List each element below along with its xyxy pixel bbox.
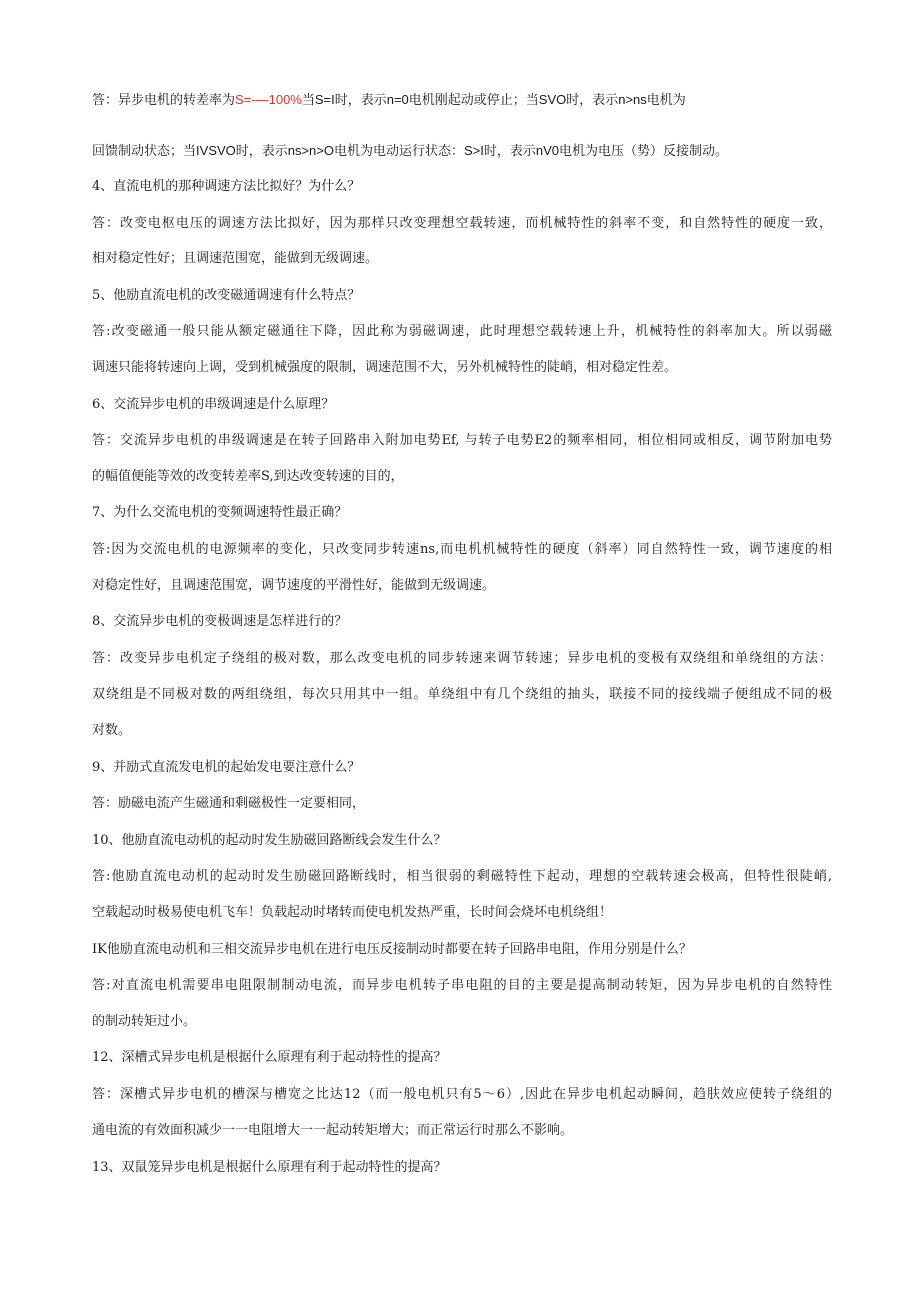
answer-10-line-1: 答:他励直流电动机的起动时发生励磁回路断线时，相当很弱的剩磁特性下起动，理想的空载转速会极高，但特性很陡峭, — [92, 869, 832, 884]
answer-10-line-2: 空载起动时极易使电机飞车！负载起动时堵转而使电机发热严重，长时间会烧坏电机绕组！ — [92, 905, 613, 920]
answer-slip-line-1 — [92, 90, 686, 111]
question-7: 7、为什么交流电机的变频调速特性最正确？ — [92, 505, 348, 520]
answer-12-line-1: 答：深槽式异步电机的槽深与槽宽之比达12（而一般电机只有5～6）,因此在异步电机起动瞬间，趋肤效应使转子绕组的 — [92, 1087, 832, 1102]
answer-7-line-2: 对稳定性好，且调速范围宽，调节速度的平滑性好，能做到无级调速。 — [92, 578, 496, 593]
answer-8-line-3: 对数。 — [92, 723, 132, 738]
answer-11-line-1: 答:对直流电机需要串电阻限制制动电流，而异步电机转子串电阻的目的主要是提高制动转矩，因为异步电机的自然特性 — [92, 978, 832, 993]
answer-slip-text-b: 当S=I时，表示n=0电机刚起动或停止；当SVO时，表示n>ns电机为 — [301, 92, 686, 107]
answer-4-line-2: 相对稳定性好；且调速范围宽，能做到无级调速。 — [92, 251, 379, 266]
answer-slip-line-2: 回馈制动状态；当IVSVO时，表示ns>n>O电机为电动运行状态：S>I时，表示nV0电机为电压（势）反接制动。 — [92, 143, 728, 158]
answer-8-line-2: 双绕组是不同极对数的两组绕组，每次只用其中一组。单绕组中有几个绕组的抽头，联接不同的接线端子便组成不同的极 — [92, 687, 832, 702]
question-5: 5、他励直流电机的改变磁通调速有什么特点？ — [92, 288, 361, 303]
question-8: 8、交流异步电机的变极调速是怎样进行的？ — [92, 614, 348, 629]
question-12: 12、深槽式异步电机是根据什么原理有利于起动特性的提高？ — [92, 1050, 447, 1065]
answer-slip-text-a: 答：异步电机的转差率为 — [92, 93, 236, 108]
answer-6-line-2: 的幅值便能等效的改变转差率S,到达改变转速的目的， — [92, 469, 404, 484]
question-11: IK他励直流电动机和三相交流异步电机在进行电压反接制动时都要在转子回路串电阻，作用分别是什么？ — [92, 942, 692, 957]
question-13: 13、双鼠笼异步电机是根据什么原理有利于起动特性的提高？ — [92, 1160, 447, 1175]
question-9: 9、并励式直流发电机的起始发电要注意什么？ — [92, 760, 361, 775]
answer-9: 答：励磁电流产生磁通和剩磁极性一定要相同， — [92, 796, 366, 811]
answer-4-line-1: 答：改变电枢电压的调速方法比拟好，因为那样只改变理想空载转速，而机械特性的斜率不变，和自然特性的硬度一致， — [92, 216, 832, 231]
answer-12-line-2: 通电流的有效面积减少一一电阻增大一一起动转矩增大；而正常运行时那么不影响。 — [92, 1123, 574, 1138]
question-6: 6、交流异步电机的串级调速是什么原理？ — [92, 397, 335, 412]
answer-5-line-1: 答:改变磁通一般只能从额定磁通往下降，因此称为弱磁调速，此时理想空载转速上升，机械特性的斜率加大。所以弱磁 — [92, 324, 832, 339]
question-10: 10、他励直流电动机的起动时发生励磁回路断线会发生什么？ — [92, 833, 447, 848]
slip-formula: S=-—100% — [235, 92, 302, 107]
question-4: 4、直流电机的那种调速方法比拟好？为什么？ — [92, 179, 361, 194]
answer-7-line-1: 答:因为交流电机的电源频率的变化，只改变同步转速ns,而电机机械特性的硬度（斜率）同自然特性一致，调节速度的相 — [92, 542, 832, 557]
answer-5-line-2: 调速只能将转速向上调，受到机械强度的限制，调速范围不大，另外机械特性的陡峭，相对稳定性差。 — [92, 360, 678, 375]
answer-8-line-1: 答：改变异步电机定子绕组的极对数，那么改变电机的同步转速来调节转速；异步电机的变极有双绕组和单绕组的方法： — [92, 651, 832, 666]
answer-6-line-1: 答：交流异步电机的串级调速是在转子回路串入附加电势Ef, 与转子电势E2的频率相同，相位相同或相反，调节附加电势 — [92, 433, 832, 448]
answer-11-line-2: 的制动转矩过小。 — [92, 1014, 197, 1029]
